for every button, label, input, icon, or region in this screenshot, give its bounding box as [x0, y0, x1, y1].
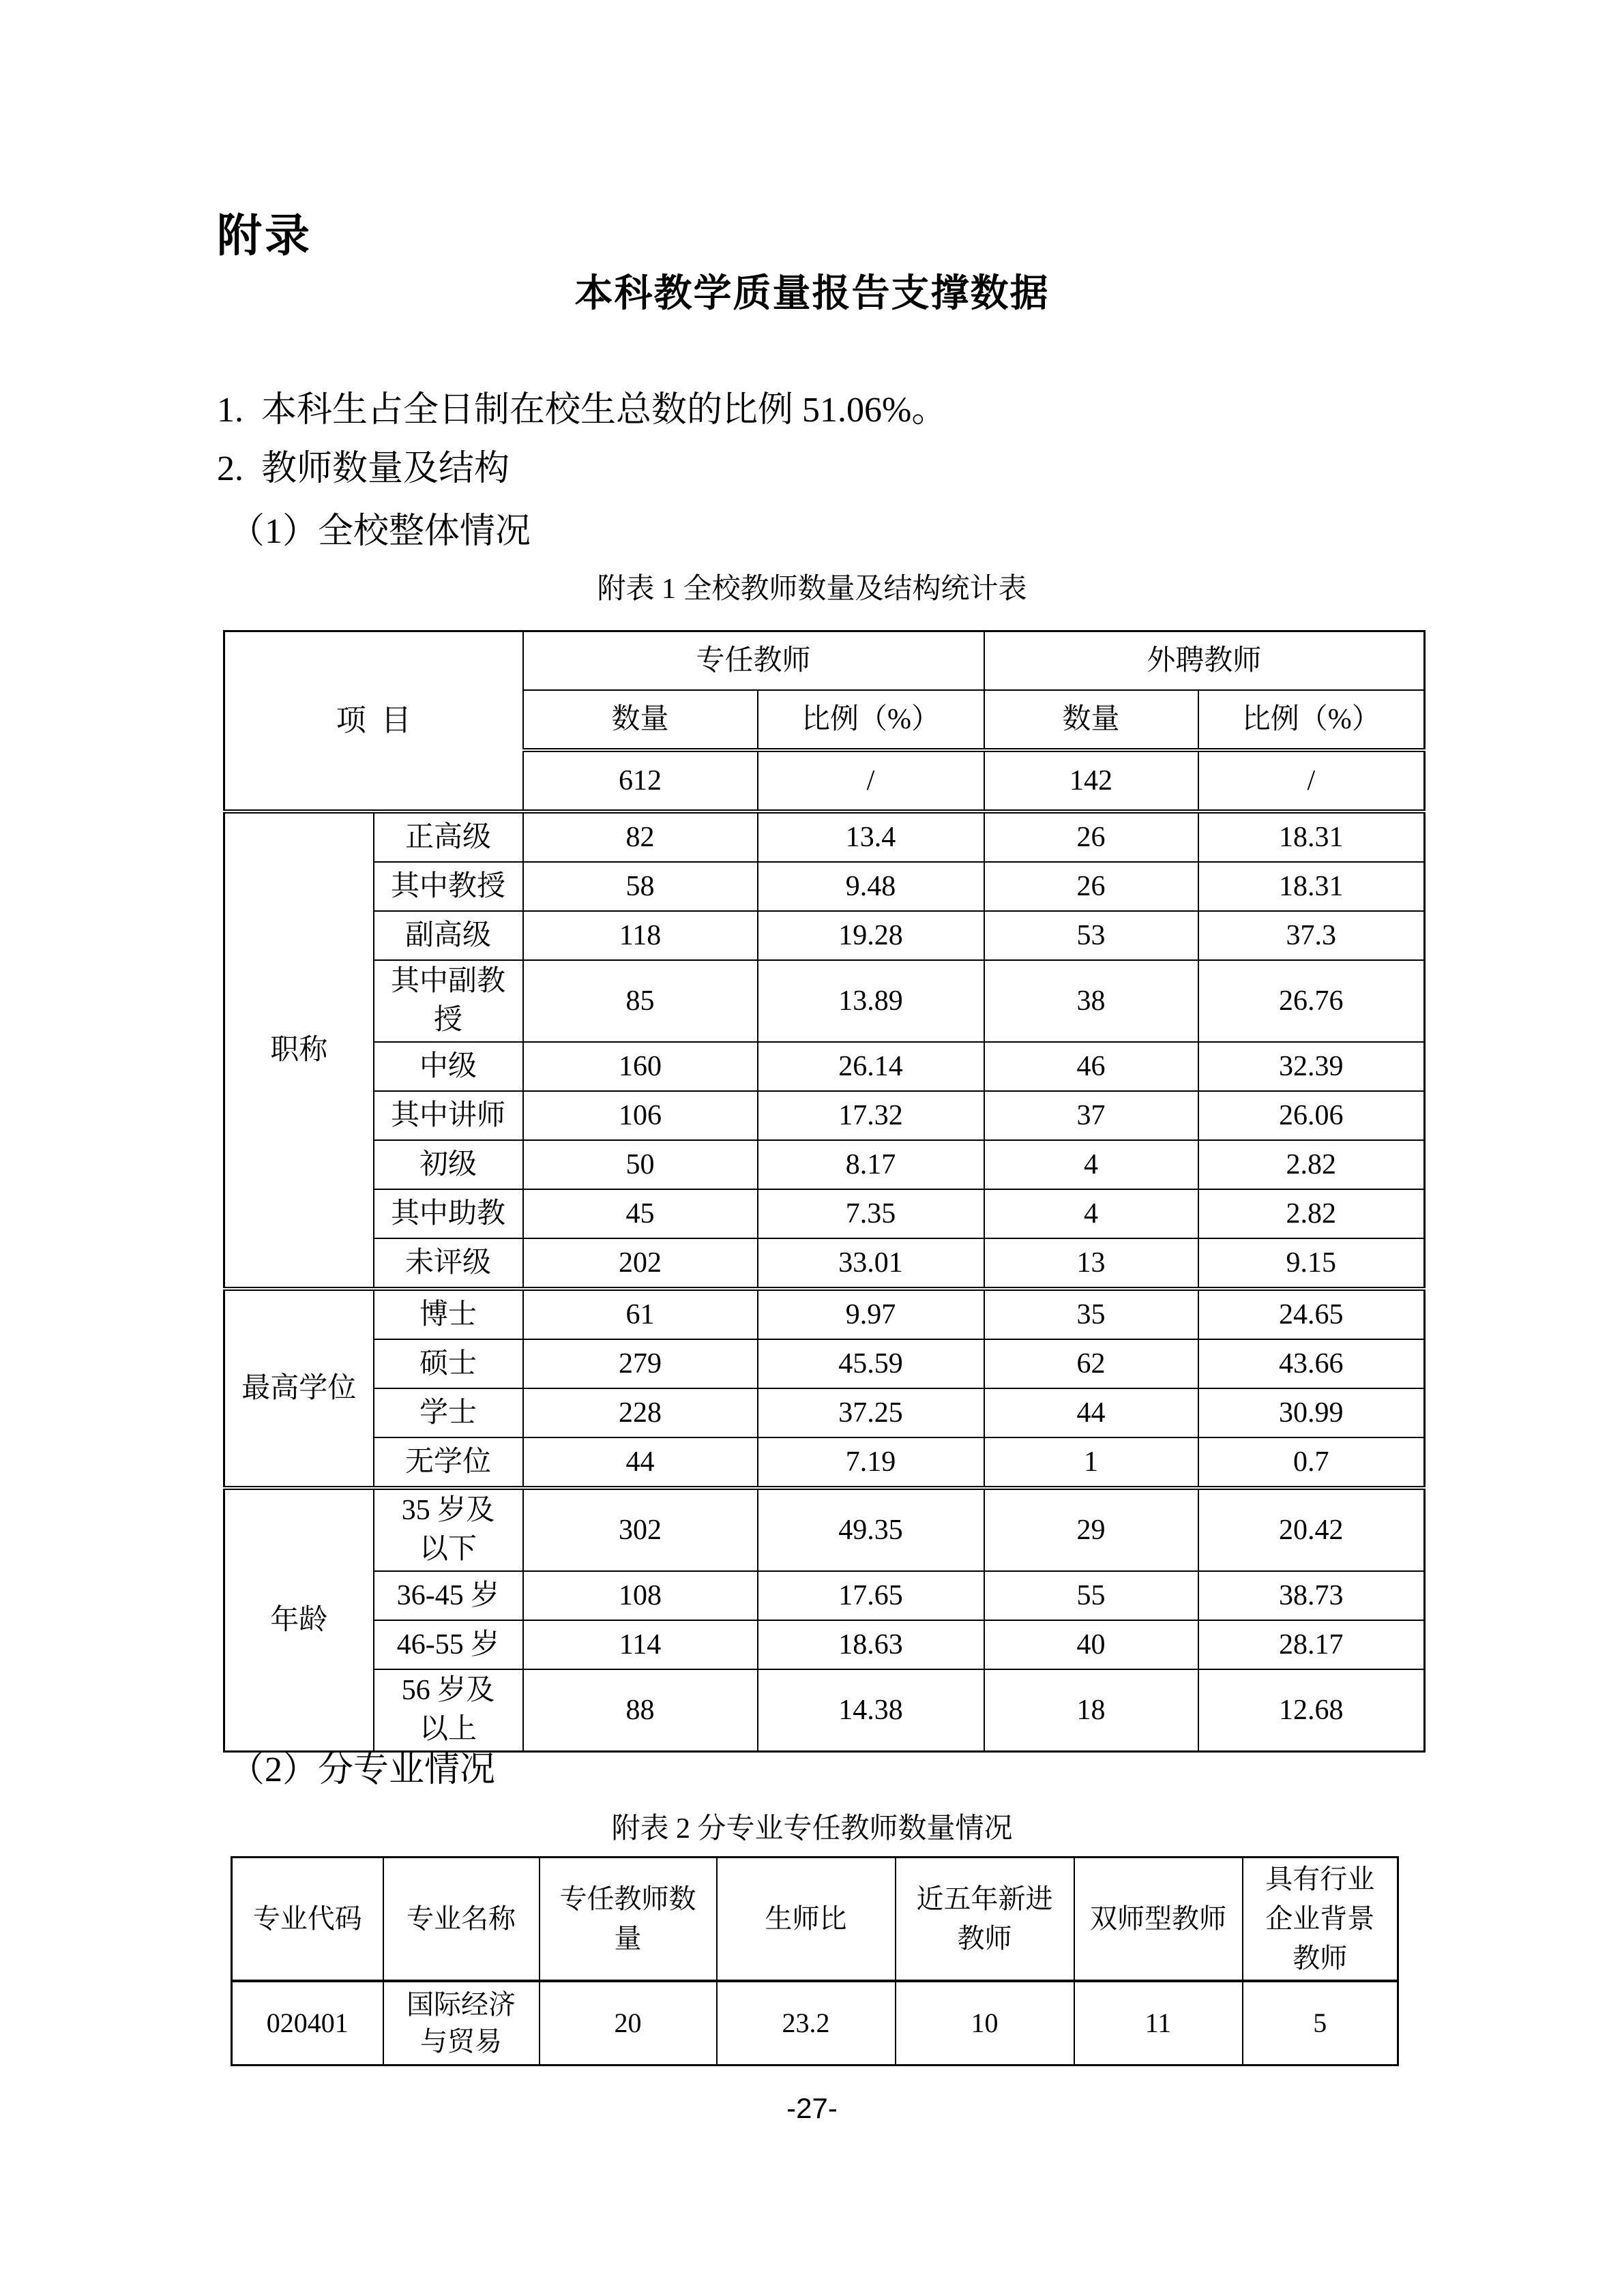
ext-ratio-cell: 26.76 — [1198, 960, 1425, 1042]
table1-item-header: 项 目 — [224, 631, 523, 812]
ext-count-cell: 4 — [984, 1140, 1198, 1189]
ext-count-cell: 53 — [984, 911, 1198, 960]
totals-ft-ratio: / — [758, 750, 984, 811]
table1-row — [224, 1042, 1425, 1091]
list-item-1: 1. 本科生占全日制在校生总数的比例 51.06%。 — [217, 391, 947, 430]
table1-ft-ratio-header: 比例（%） — [758, 690, 984, 750]
ft-count-cell: 106 — [523, 1091, 758, 1140]
ext-count-cell: 40 — [984, 1620, 1198, 1669]
table2-header-major-code: 专业代码 — [232, 1858, 383, 1982]
table1-fulltime-header: 专任教师 — [523, 631, 984, 691]
table1-body — [224, 631, 1425, 1752]
ft-count-cell: 108 — [523, 1571, 758, 1620]
ext-ratio-cell: 9.15 — [1198, 1238, 1425, 1289]
ext-ratio-cell: 2.82 — [1198, 1140, 1425, 1189]
table2-caption: 附表 2 分专业专任教师数量情况 — [611, 1813, 1013, 1845]
ft-count-cell: 85 — [523, 960, 758, 1042]
ft-ratio-cell: 14.38 — [758, 1669, 984, 1752]
new-teachers-cell: 10 — [896, 1981, 1074, 2066]
ft-ratio-cell: 18.63 — [758, 1620, 984, 1669]
major-name-cell: 国际经济与贸易 — [383, 1981, 540, 2066]
totals-ext-ratio: / — [1198, 750, 1425, 811]
row-label-cell: 初级 — [374, 1140, 523, 1189]
ext-count-cell: 18 — [984, 1669, 1198, 1752]
list-item-2: 2. 教师数量及结构 — [217, 449, 510, 488]
row-label-cell: 硕士 — [374, 1339, 523, 1388]
ft-ratio-cell: 7.19 — [758, 1437, 984, 1488]
ft-ratio-cell: 17.65 — [758, 1571, 984, 1620]
table2-header-dual-teachers: 双师型教师 — [1074, 1858, 1243, 1982]
ext-ratio-cell: 38.73 — [1198, 1571, 1425, 1620]
table2-header-row — [232, 1858, 1398, 1982]
ft-ratio-cell: 45.59 — [758, 1339, 984, 1388]
ext-count-cell: 4 — [984, 1189, 1198, 1238]
ft-count-cell: 279 — [523, 1339, 758, 1388]
ft-count-cell: 228 — [523, 1388, 758, 1437]
table1-row — [224, 1091, 1425, 1140]
ext-ratio-cell: 32.39 — [1198, 1042, 1425, 1091]
table2-header-new-teachers: 近五年新进教师 — [896, 1858, 1074, 1982]
ext-ratio-cell: 18.31 — [1198, 811, 1425, 862]
major-code-cell: 020401 — [232, 1981, 383, 2066]
ft-ratio-cell: 13.4 — [758, 811, 984, 862]
ft-count-cell: 82 — [523, 811, 758, 862]
totals-ft-count: 612 — [523, 750, 758, 811]
row-label-cell: 博士 — [374, 1289, 523, 1339]
table2 — [231, 1856, 1399, 2066]
table2-body — [232, 1858, 1398, 2066]
table2-header-ft-teacher-count: 专任教师数量 — [540, 1858, 717, 1982]
ft-teacher-count-cell: 20 — [540, 1981, 717, 2066]
totals-ext-count: 142 — [984, 750, 1198, 811]
student-teacher-ratio-cell: 23.2 — [717, 1981, 896, 2066]
dual-teachers-cell: 11 — [1074, 1981, 1243, 2066]
subsection-1-heading: （1）全校整体情况 — [229, 512, 531, 551]
ft-ratio-cell: 26.14 — [758, 1042, 984, 1091]
ext-count-cell: 37 — [984, 1091, 1198, 1140]
row-label-cell: 副高级 — [374, 911, 523, 960]
ft-ratio-cell: 37.25 — [758, 1388, 984, 1437]
table1-row — [224, 1289, 1425, 1339]
ft-ratio-cell: 13.89 — [758, 960, 984, 1042]
ft-count-cell: 61 — [523, 1289, 758, 1339]
table1-row — [224, 1339, 1425, 1388]
row-label-cell: 35 岁及以下 — [374, 1488, 523, 1571]
table1-ext-count-header: 数量 — [984, 690, 1198, 750]
ext-count-cell: 35 — [984, 1289, 1198, 1339]
table2-header-industry-teachers: 具有行业企业背景教师 — [1243, 1858, 1398, 1982]
ft-count-cell: 45 — [523, 1189, 758, 1238]
table1-row — [224, 1189, 1425, 1238]
row-label-cell: 其中副教授 — [374, 960, 523, 1042]
ft-ratio-cell: 33.01 — [758, 1238, 984, 1289]
ft-ratio-cell: 49.35 — [758, 1488, 984, 1571]
row-label-cell: 未评级 — [374, 1238, 523, 1289]
table2-data-row — [232, 1981, 1398, 2066]
ft-ratio-cell: 17.32 — [758, 1091, 984, 1140]
ext-count-cell: 46 — [984, 1042, 1198, 1091]
table1-row — [224, 1388, 1425, 1437]
ext-ratio-cell: 43.66 — [1198, 1339, 1425, 1388]
row-label-cell: 其中助教 — [374, 1189, 523, 1238]
table1-row — [224, 811, 1425, 862]
ext-count-cell: 29 — [984, 1488, 1198, 1571]
ext-count-cell: 26 — [984, 811, 1198, 862]
row-label-cell: 无学位 — [374, 1437, 523, 1488]
ext-ratio-cell: 37.3 — [1198, 911, 1425, 960]
table2-header-student-teacher-ratio: 生师比 — [717, 1858, 896, 1982]
ft-count-cell: 50 — [523, 1140, 758, 1189]
row-label-cell: 其中教授 — [374, 862, 523, 911]
ext-count-cell: 38 — [984, 960, 1198, 1042]
table1-row — [224, 1437, 1425, 1488]
page-number: -27- — [786, 2092, 838, 2124]
ext-count-cell: 1 — [984, 1437, 1198, 1488]
ext-ratio-cell: 28.17 — [1198, 1620, 1425, 1669]
table1-ext-ratio-header: 比例（%） — [1198, 690, 1425, 750]
ft-count-cell: 160 — [523, 1042, 758, 1091]
table1-row — [224, 1669, 1425, 1752]
table1-row — [224, 911, 1425, 960]
table1 — [223, 630, 1426, 1753]
ft-ratio-cell: 9.48 — [758, 862, 984, 911]
ext-count-cell: 26 — [984, 862, 1198, 911]
ext-ratio-cell: 2.82 — [1198, 1189, 1425, 1238]
table1-header-row-1 — [224, 631, 1425, 691]
table1-row — [224, 1571, 1425, 1620]
ext-count-cell: 13 — [984, 1238, 1198, 1289]
ext-count-cell: 55 — [984, 1571, 1198, 1620]
ext-ratio-cell: 12.68 — [1198, 1669, 1425, 1752]
row-label-cell: 36-45 岁 — [374, 1571, 523, 1620]
group-label-cell: 年龄 — [224, 1488, 374, 1752]
group-label-cell: 最高学位 — [224, 1289, 374, 1488]
table1-caption: 附表 1 全校教师数量及结构统计表 — [597, 573, 1027, 605]
ext-ratio-cell: 26.06 — [1198, 1091, 1425, 1140]
ext-count-cell: 62 — [984, 1339, 1198, 1388]
table1-row — [224, 1238, 1425, 1289]
table1-external-header: 外聘教师 — [984, 631, 1425, 691]
ft-ratio-cell: 7.35 — [758, 1189, 984, 1238]
table1-ft-count-header: 数量 — [523, 690, 758, 750]
table2-header-major-name: 专业名称 — [383, 1858, 540, 1982]
ext-count-cell: 44 — [984, 1388, 1198, 1437]
subsection-2-heading: （2）分专业情况 — [229, 1750, 496, 1789]
ft-count-cell: 202 — [523, 1238, 758, 1289]
ft-count-cell: 302 — [523, 1488, 758, 1571]
ext-ratio-cell: 30.99 — [1198, 1388, 1425, 1437]
row-label-cell: 46-55 岁 — [374, 1620, 523, 1669]
row-label-cell: 56 岁及以上 — [374, 1669, 523, 1752]
ft-count-cell: 58 — [523, 862, 758, 911]
ft-count-cell: 118 — [523, 911, 758, 960]
ft-count-cell: 88 — [523, 1669, 758, 1752]
ft-count-cell: 44 — [523, 1437, 758, 1488]
industry-teachers-cell: 5 — [1243, 1981, 1398, 2066]
row-label-cell: 其中讲师 — [374, 1091, 523, 1140]
ft-count-cell: 114 — [523, 1620, 758, 1669]
table1-row — [224, 862, 1425, 911]
row-label-cell: 学士 — [374, 1388, 523, 1437]
ft-ratio-cell: 9.97 — [758, 1289, 984, 1339]
ext-ratio-cell: 0.7 — [1198, 1437, 1425, 1488]
table1-row — [224, 1488, 1425, 1571]
ext-ratio-cell: 20.42 — [1198, 1488, 1425, 1571]
table1-row — [224, 1140, 1425, 1189]
table1-row — [224, 1620, 1425, 1669]
row-label-cell: 正高级 — [374, 811, 523, 862]
group-label-cell: 职称 — [224, 811, 374, 1289]
appendix-heading: 附录 — [217, 210, 312, 260]
page-title: 本科教学质量报告支撑数据 — [574, 271, 1050, 314]
ft-ratio-cell: 8.17 — [758, 1140, 984, 1189]
ext-ratio-cell: 24.65 — [1198, 1289, 1425, 1339]
row-label-cell: 中级 — [374, 1042, 523, 1091]
table1-row — [224, 960, 1425, 1042]
ft-ratio-cell: 19.28 — [758, 911, 984, 960]
ext-ratio-cell: 18.31 — [1198, 862, 1425, 911]
